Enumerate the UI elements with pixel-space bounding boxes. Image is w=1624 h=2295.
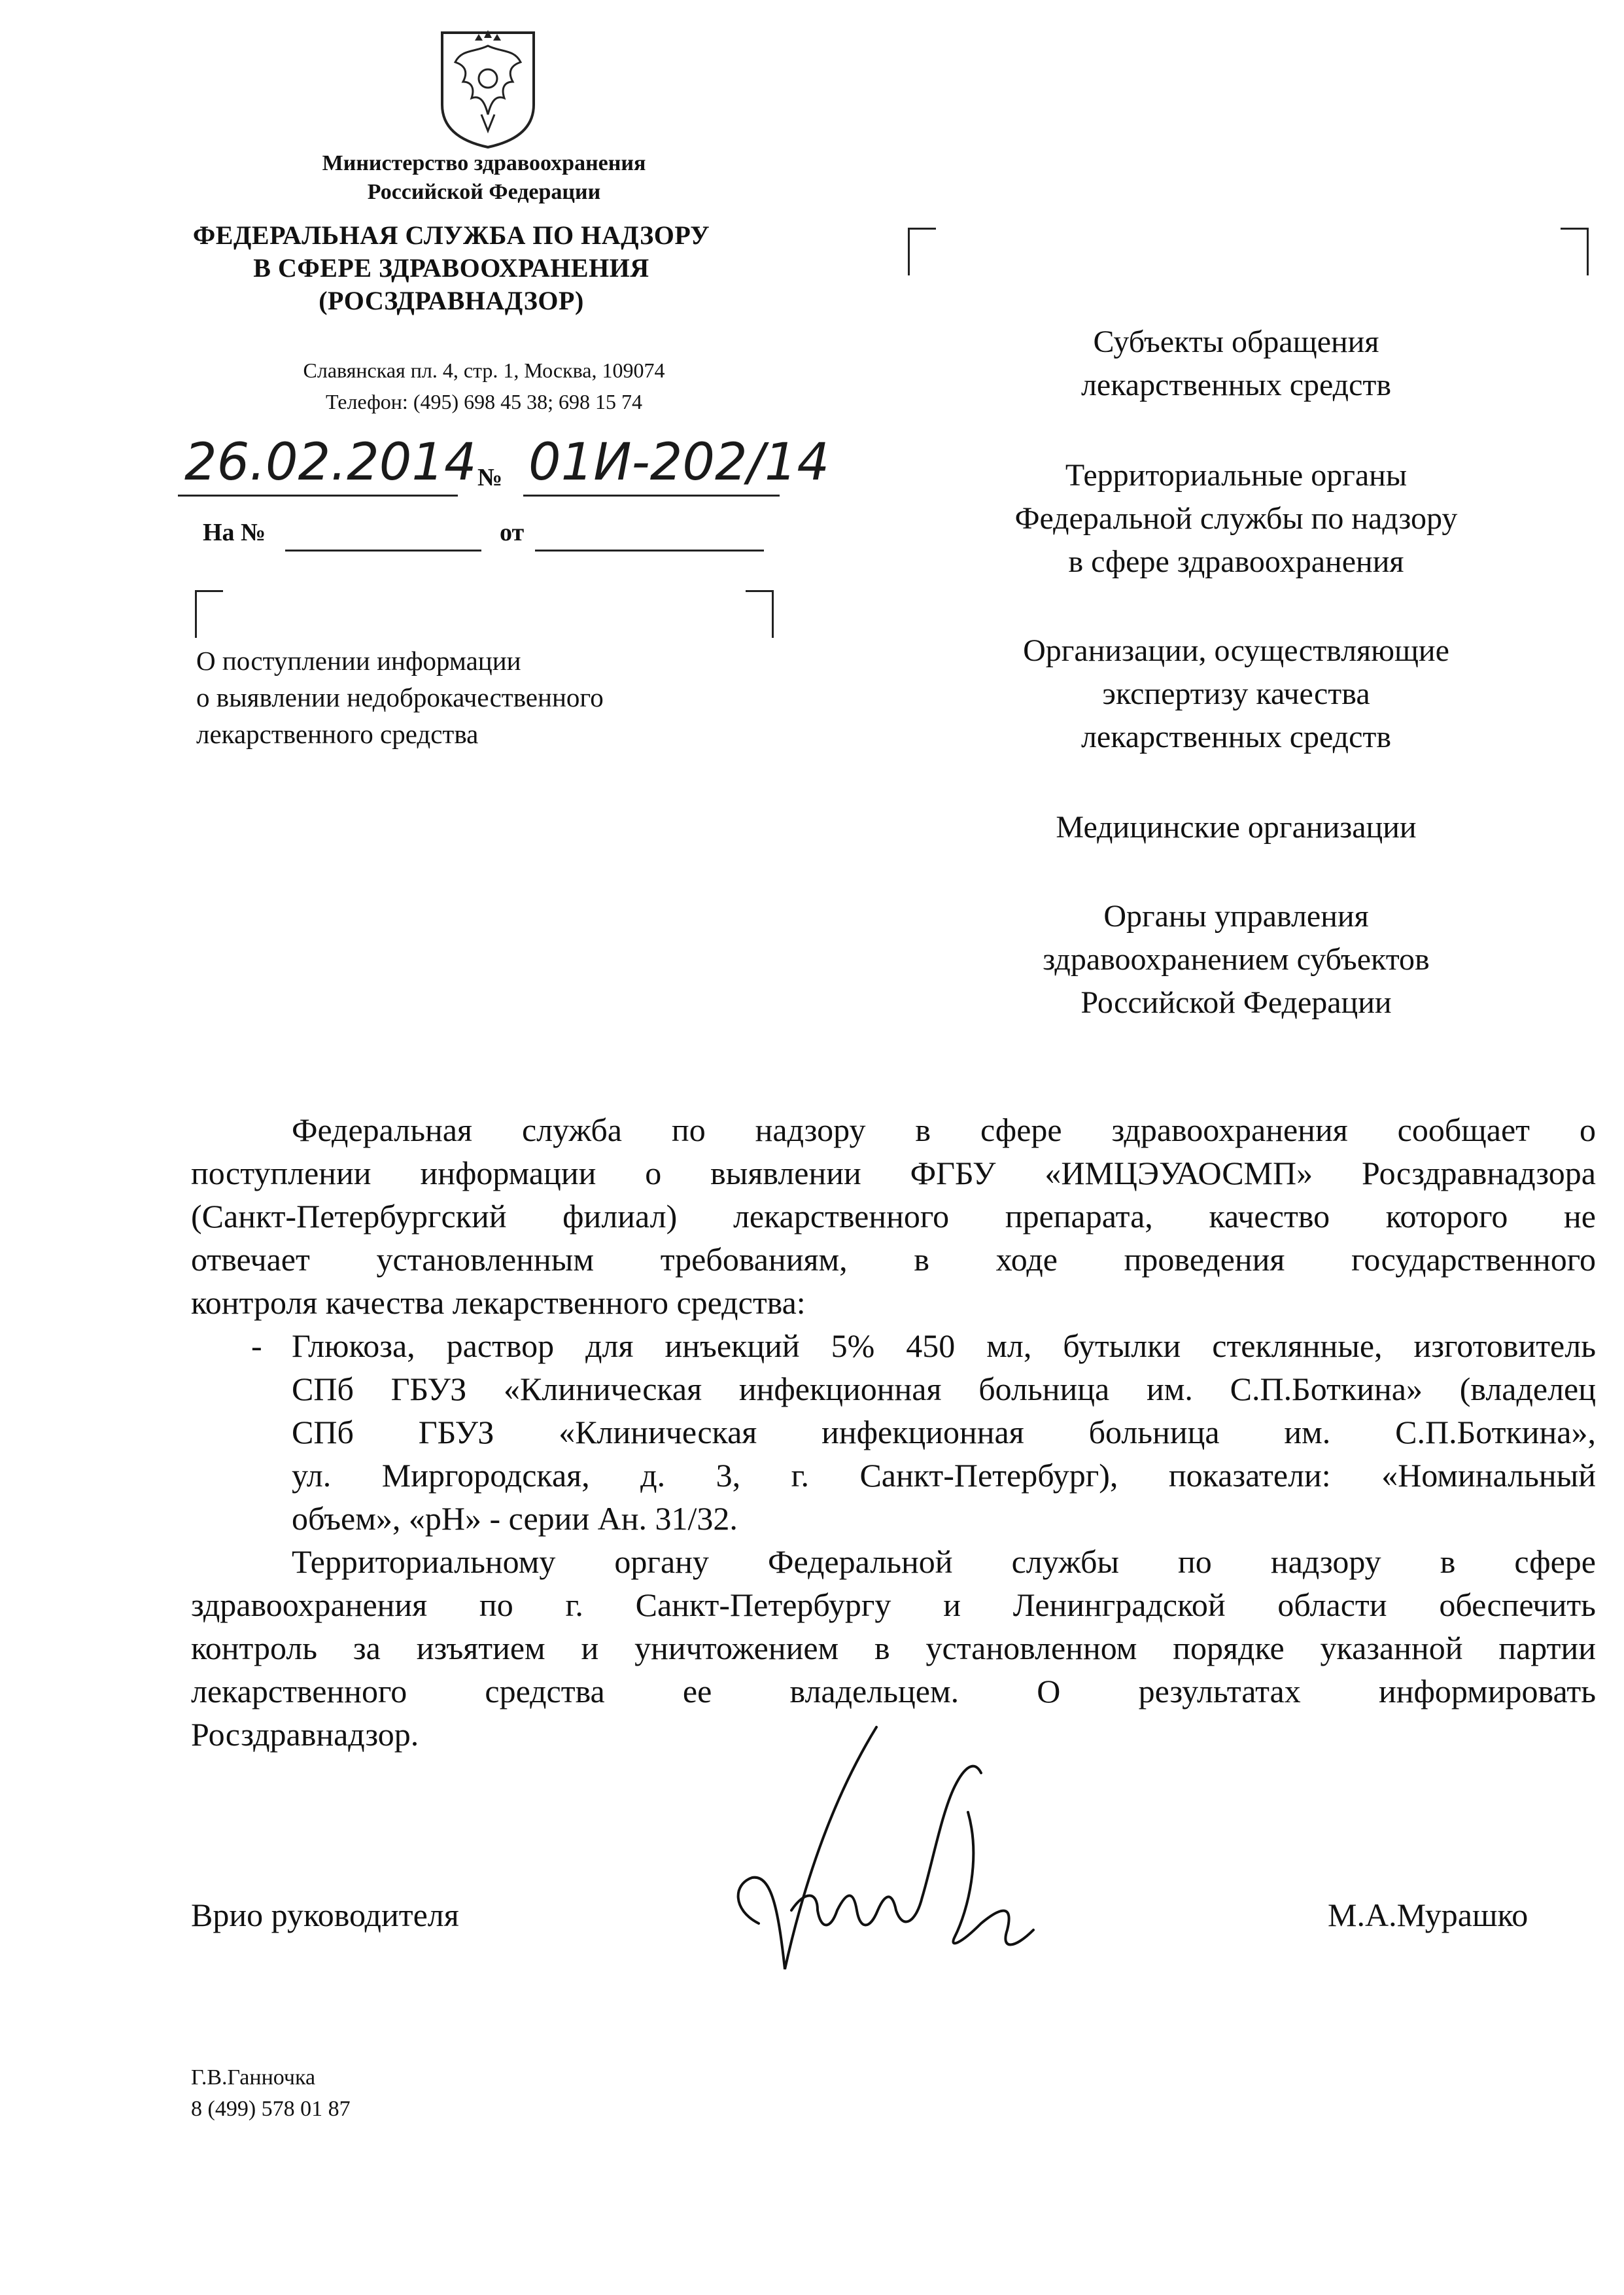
recipient-line: Российской Федерации xyxy=(1080,985,1392,1020)
reference-label: На № xyxy=(203,519,266,546)
body-line: Росздравнадзор. xyxy=(191,1716,419,1753)
recipient-block-4 xyxy=(916,806,1557,849)
recipient-block-2 xyxy=(916,454,1557,584)
body-line: СПб ГБУЗ «Клиническая инфекционная больница им. С.П.Боткина» (владелец xyxy=(292,1371,1596,1407)
recipient-line: Организации, осуществляющие xyxy=(1023,633,1449,668)
service-line-2: В СФЕРЕ ЗДРАВООХРАНЕНИЯ xyxy=(253,253,649,283)
recipient-line: Органы управления xyxy=(1103,899,1369,934)
executor-phone: 8 (499) 578 01 87 xyxy=(191,2097,351,2121)
signatory-name: М.А.Мурашко xyxy=(1328,1897,1529,1933)
list-item-dash: - xyxy=(251,1327,262,1364)
service-contacts xyxy=(196,355,772,417)
recipient-line: Федеральной службы по надзору xyxy=(1014,501,1458,536)
reference-from-label: от xyxy=(500,519,525,546)
date-underline xyxy=(178,495,458,497)
recipient-block-3 xyxy=(916,629,1557,759)
reference-date-blank xyxy=(535,550,764,552)
subject-corner-left xyxy=(195,590,223,638)
recipient-line: лекарственных средств xyxy=(1080,720,1392,754)
body-line: лекарственного средства ее владельцем. О результатах информировать xyxy=(191,1673,1596,1709)
ministry-name xyxy=(196,149,772,207)
handwritten-date: 26.02.2014 xyxy=(184,433,477,492)
body-line: контроль за изъятием и уничтожением в установленном порядке указанной партии xyxy=(191,1630,1596,1666)
recipient-line: лекарственных средств xyxy=(1080,368,1392,402)
handwritten-number: 01И-202/14 xyxy=(528,433,830,492)
recipient-line: Территориальные органы xyxy=(1065,458,1408,493)
body-line: контроля качества лекарственного средства: xyxy=(191,1284,806,1321)
letter-subject xyxy=(196,642,759,752)
body-line: (Санкт-Петербургский филиал) лекарственного препарата, качество которого не xyxy=(191,1198,1596,1235)
subject-corner-right xyxy=(746,590,774,638)
handwritten-signature xyxy=(706,1714,1073,1989)
recipient-line: Субъекты обращения xyxy=(1093,324,1379,359)
body-paragraph-1 xyxy=(191,1108,1596,1324)
recipient-line: в сфере здравоохранения xyxy=(1068,544,1404,579)
service-phone: Телефон: (495) 698 45 38; 698 15 74 xyxy=(325,390,643,413)
recipient-line: Медицинские организации xyxy=(1056,810,1417,845)
ministry-line-1: Министерство здравоохранения xyxy=(322,151,646,175)
reference-number-blank xyxy=(285,550,481,552)
body-line: Федеральная служба по надзору в сфере здравоохранения сообщает о xyxy=(292,1112,1596,1148)
body-line: отвечает установленным требованиям, в ходе проведения государственного xyxy=(191,1241,1596,1278)
subject-line-3: лекарственного средства xyxy=(196,719,479,749)
recipient-block-1 xyxy=(916,321,1557,407)
recipient-line: здравоохранением субъектов xyxy=(1043,942,1430,977)
number-label: № xyxy=(477,464,503,491)
body-line: объем», «pH» - серии Ан. 31/32. xyxy=(292,1500,738,1537)
service-line-3: (РОСЗДРАВНАДЗОР) xyxy=(319,286,584,315)
executor-name: Г.В.Ганночка xyxy=(191,2065,316,2090)
recipient-corner-left xyxy=(908,228,936,275)
body-line: Глюкоза, раствор для инъекций 5% 450 мл, бутылки стеклянные, изготовитель xyxy=(292,1327,1596,1364)
number-underline xyxy=(523,495,780,497)
service-address: Славянская пл. 4, стр. 1, Москва, 109074 xyxy=(303,359,665,382)
list-item-product xyxy=(292,1324,1596,1540)
body-line: СПб ГБУЗ «Клиническая инфекционная больница им. С.П.Боткина», xyxy=(292,1414,1596,1450)
coat-of-arms-emblem xyxy=(436,26,540,150)
subject-line-1: О поступлении информации xyxy=(196,646,521,676)
service-line-1: ФЕДЕРАЛЬНАЯ СЛУЖБА ПО НАДЗОРУ xyxy=(192,220,710,250)
executor-info xyxy=(191,2062,351,2125)
body-line: Территориальному органу Федеральной службы по надзору в сфере xyxy=(292,1543,1596,1580)
signatory-position: Врио руководителя xyxy=(191,1897,459,1933)
subject-line-2: о выявлении недоброкачественного xyxy=(196,682,604,712)
body-line: поступлении информации о выявлении ФГБУ «ИМЦЭУАОСМП» Росздравнадзора xyxy=(191,1155,1596,1191)
recipient-corner-right xyxy=(1561,228,1589,275)
ministry-line-2: Российской Федерации xyxy=(367,180,601,204)
service-name xyxy=(118,219,785,317)
body-line: ул. Миргородская, д. 3, г. Санкт-Петербург), показатели: «Номинальный xyxy=(292,1457,1596,1494)
body-line: здравоохранения по г. Санкт-Петербургу и Ленинградской области обеспечить xyxy=(191,1586,1596,1623)
recipient-block-5 xyxy=(916,895,1557,1025)
recipient-line: экспертизу качества xyxy=(1102,676,1370,711)
